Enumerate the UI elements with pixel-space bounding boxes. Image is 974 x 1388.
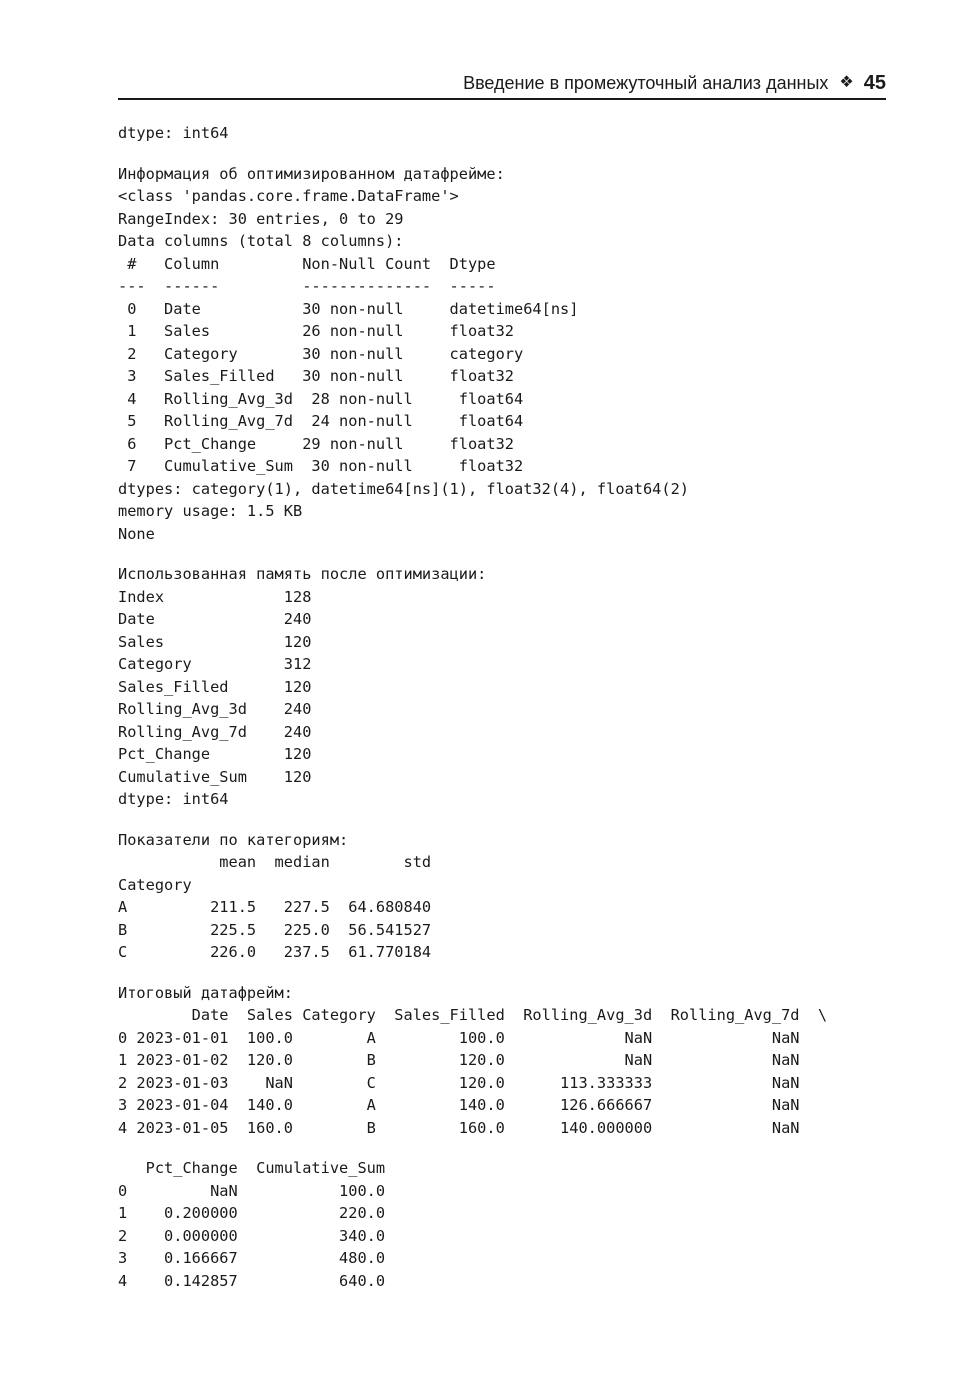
memory-row: Index 128 <box>118 587 312 606</box>
running-head-title: Введение в промежуточный анализ данных <box>463 73 829 93</box>
info-dtypes-line: dtypes: category(1), datetime64[ns](1), float32(4), float64(2) <box>118 479 689 498</box>
info-line: <class 'pandas.core.frame.DataFrame'> <box>118 187 459 205</box>
memory-heading: Использованная память после оптимизации: <box>118 565 487 583</box>
final-row: 1 2023-01-02 120.0 B 120.0 NaN NaN <box>118 1051 800 1069</box>
blank-line <box>118 545 878 563</box>
info-table-row: 4 Rolling_Avg_3d 28 non-null float64 <box>118 389 524 408</box>
final-heading: Итоговый датафрейм: <box>118 983 293 1002</box>
info-table-row: 2 Category 30 non-null category <box>118 344 524 363</box>
stats-index-name: Category <box>118 875 192 894</box>
stats-heading: Показатели по категориям: <box>118 830 349 849</box>
final-row: 4 2023-01-05 160.0 B 160.0 140.000000 NaN <box>118 1118 800 1137</box>
memory-row: Cumulative_Sum 120 <box>118 767 312 786</box>
memory-row: Sales_Filled 120 <box>118 677 312 696</box>
memory-dtype-line: dtype: int64 <box>118 790 229 808</box>
stats-header-row: mean median std <box>118 853 432 871</box>
stats-row: B 225.5 225.0 56.541527 <box>118 920 432 939</box>
memory-row: Sales 120 <box>118 632 312 651</box>
final-cont-row: 1 0.200000 220.0 <box>118 1204 386 1222</box>
stats-row: A 211.5 227.5 64.680840 <box>118 898 432 916</box>
final-cont-row: 4 0.142857 640.0 <box>118 1271 386 1290</box>
final-cont-row: 2 0.000000 340.0 <box>118 1226 386 1245</box>
info-table-header: # Column Non-Null Count Dtype <box>118 254 496 273</box>
info-line: Data columns (total 8 columns): <box>118 232 404 250</box>
info-line: RangeIndex: 30 entries, 0 to 29 <box>118 209 404 228</box>
memory-row: Rolling_Avg_3d 240 <box>118 700 312 718</box>
blank-line <box>118 145 878 163</box>
memory-row: Pct_Change 120 <box>118 745 312 763</box>
info-table-row: 7 Cumulative_Sum 30 non-null float32 <box>118 457 524 475</box>
final-row: 2 2023-01-03 NaN C 120.0 113.333333 NaN <box>118 1073 800 1092</box>
info-table-row: 1 Sales 26 non-null float32 <box>118 322 515 340</box>
stats-row: C 226.0 237.5 61.770184 <box>118 943 432 961</box>
page-header <box>118 68 886 100</box>
memory-row: Rolling_Avg_7d 240 <box>118 722 312 741</box>
info-table-row: 6 Pct_Change 29 non-null float32 <box>118 434 515 453</box>
final-row: 0 2023-01-01 100.0 A 100.0 NaN NaN <box>118 1028 800 1047</box>
blank-line <box>118 1139 878 1157</box>
final-cont-header-row: Pct_Change Cumulative_Sum <box>118 1159 386 1177</box>
info-none-line: None <box>118 524 155 543</box>
console-output <box>118 122 878 1292</box>
memory-row: Category 312 <box>118 655 312 673</box>
final-header-row: Date Sales Category Sales_Filled Rolling_Avg_3d Rolling_Avg_7d \ <box>118 1006 828 1024</box>
memory-row: Date 240 <box>118 610 312 628</box>
blank-line <box>118 964 878 982</box>
final-cont-row: 0 NaN 100.0 <box>118 1181 386 1200</box>
info-table-row: 5 Rolling_Avg_7d 24 non-null float64 <box>118 412 524 430</box>
final-cont-row: 3 0.166667 480.0 <box>118 1249 386 1267</box>
diamond-ornament-icon: ❖ <box>839 74 854 91</box>
blank-line <box>118 811 878 829</box>
info-table-row: 0 Date 30 non-null datetime64[ns] <box>118 299 579 318</box>
page-number: 45 <box>863 72 886 94</box>
dtype-line: dtype: int64 <box>118 124 229 142</box>
info-heading: Информация об оптимизированном датафрейме: <box>118 164 505 183</box>
info-table-row: 3 Sales_Filled 30 non-null float32 <box>118 367 515 385</box>
final-row: 3 2023-01-04 140.0 A 140.0 126.666667 NaN <box>118 1096 800 1114</box>
info-memory-line: memory usage: 1.5 KB <box>118 502 303 520</box>
info-table-rule: --- ------ -------------- ----- <box>118 277 496 295</box>
